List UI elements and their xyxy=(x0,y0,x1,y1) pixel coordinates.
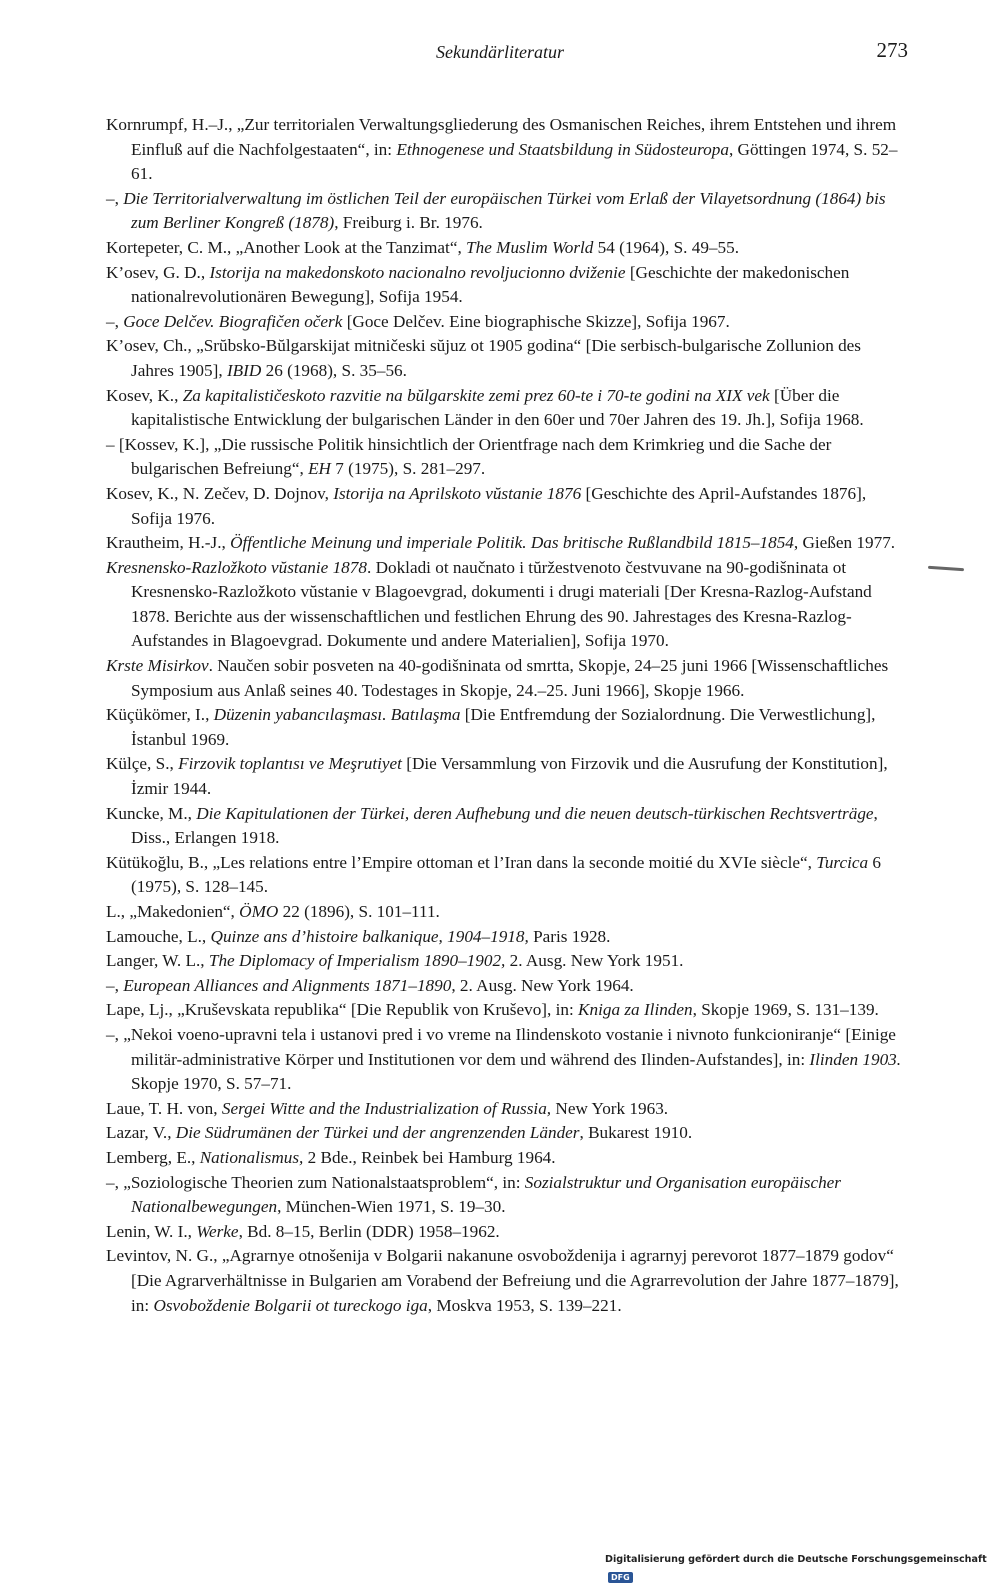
running-title: Sekundärliteratur xyxy=(436,42,564,62)
bibliography-entry: Kornrumpf, H.–J., „Zur territorialen Verwaltungsgliederung des Osmanischen Reiches, ihrem Entstehen und ihrem Einfluß auf die Nachfolgestaaten“, in: Ethnogenese und Staatsbildung in Südosteuropa, Göttingen 1974, S. 52–61. xyxy=(106,115,898,184)
bibliography-entry: Lape, Lj., „Kruševskata republika“ [Die Republik von Kruševo], in: Kniga za Ilinden, Skopje 1969, S. 131–139. xyxy=(106,1000,879,1020)
bibliography-entry: Langer, W. L., The Diplomacy of Imperialism 1890–1902, 2. Ausg. New York 1951. xyxy=(106,951,684,971)
bibliography xyxy=(106,113,906,1318)
bibliography-entry: Levintov, N. G., „Agrarnye otnošenija v Bolgarii nakanune osvoboždenija i agrarnyj perevorot 1877–1879 godov“ [Die Agrarverhältnisse in Bulgarien am Vorabend der Befreiung und die Agrarrevolution der Jahre 1877–1879], in: Osvoboždenie Bolgarii ot tureckogo iga, Moskva 1953, S. 139–221. xyxy=(106,1246,899,1315)
bibliography-entry: K’osev, G. D., Istorija na makedonskoto nacionalno revoljucionno dviženie [Geschichte der makedonischen nationalrevolutionären Bewegung], Sofija 1954. xyxy=(106,262,850,307)
bibliography-entry: – [Kossev, K.], „Die russische Politik hinsichtlich der Orientfrage nach dem Krimkrieg und die Sache der bulgarischen Befreiung“, EH 7 (1975), S. 281–297. xyxy=(106,434,832,479)
bibliography-entry: Krste Misirkov. Naučen sobir posveten na 40-godišninata od smrtta, Skopje, 24–25 juni 1966 [Wissenschaftliches Symposium aus Anlaß seines 40. Todestages in Skopje, 24.–25. Juni 1966], Skopje 1966. xyxy=(106,656,889,700)
bibliography-entry: –, European Alliances and Alignments 1871–1890, 2. Ausg. New York 1964. xyxy=(106,975,634,995)
page-header xyxy=(0,38,1000,68)
bibliography-entry: Kosev, K., Za kapitalističeskoto razvitie na bŭlgarskite zemi prez 60-te i 70-te godini na XIX vek [Über die kapitalistische Entwicklung der bulgarischen Länder in den 60er und 70er Jahren des 19. Jh.], Sofija 1968. xyxy=(106,385,864,430)
bibliography-entry: –, „Soziologische Theorien zum Nationalstaatsproblem“, in: Sozialstruktur und Organisation europäischer Nationalbewegungen, München-Wien 1971, S. 19–30. xyxy=(106,1172,841,1217)
bibliography-entry: –, Goce Delčev. Biografičen očerk [Goce Delčev. Eine biographische Skizze], Sofija 1967. xyxy=(106,311,730,331)
bibliography-entry: Kosev, K., N. Zečev, D. Dojnov, Istorija na Aprilskoto vŭstanie 1876 [Geschichte des April-Aufstandes 1876], Sofija 1976. xyxy=(106,483,867,528)
bibliography-entry: Külçe, S., Firzovik toplantısı ve Meşrutiyet [Die Versammlung von Firzovik und die Ausrufung der Konstitution], İzmir 1944. xyxy=(106,754,888,799)
bibliography-entry: Lazar, V., Die Südrumänen der Türkei und der angrenzenden Länder, Bukarest 1910. xyxy=(106,1123,693,1143)
bibliography-entry: Kütükoğlu, B., „Les relations entre l’Empire ottoman et l’Iran dans la seconde moitié du XVIe siècle“, Turcica 6 (1975), S. 128–145. xyxy=(106,852,881,897)
margin-pencil-mark xyxy=(928,566,964,572)
bibliography-entry: Krautheim, H.-J., Öffentliche Meinung und imperiale Politik. Das britische Rußlandbild 1815–1854, Gießen 1977. xyxy=(106,533,896,553)
bibliography-entry: Lamouche, L., Quinze ans d’histoire balkanique, 1904–1918, Paris 1928. xyxy=(106,926,611,946)
bibliography-entry: K’osev, Ch., „Srŭbsko-Bŭlgarskijat mitničeski sŭjuz ot 1905 godina“ [Die serbisch-bulgarische Zollunion des Jahres 1905], IBID 26 (1968), S. 35–56. xyxy=(106,336,861,380)
bibliography-entry: –, Die Territorialverwaltung im östlichen Teil der europäischen Türkei vom Erlaß der Vilayetsordnung (1864) bis zum Berliner Kongreß (1878), Freiburg i. Br. 1976. xyxy=(106,188,886,233)
bibliography-entry: Lemberg, E., Nationalismus, 2 Bde., Reinbek bei Hamburg 1964. xyxy=(106,1147,556,1167)
bibliography-entry: Lenin, W. I., Werke, Bd. 8–15, Berlin (DDR) 1958–1962. xyxy=(106,1221,500,1241)
page-number: 273 xyxy=(876,38,908,62)
bibliography-entry: Laue, T. H. von, Sergei Witte and the Industrialization of Russia, New York 1963. xyxy=(106,1098,669,1118)
bibliography-entry: Kresnensko-Razložkoto vŭstanie 1878. Dokladi ot naučnato i tŭržestvenoto čestvuvane na 90-godišninata ot Kresnensko-Razložkoto vŭstanie v Blagoevgrad, dokumenti i drugi materiali [Der Kresna-Razlog-Aufstand 1878. Berichte aus der wissenschaftlichen und festlichen Ehrung des 90. Jahrestages des Kresna-Razlog-Aufstandes in Blagoevgrad. Dokumente und andere Materialien], Sofija 1970. xyxy=(106,557,872,651)
dfg-logo: DFG xyxy=(608,1572,633,1583)
bibliography-entry: L., „Makedonien“, ÖMO 22 (1896), S. 101–111. xyxy=(106,902,440,921)
bibliography-entry: Küçükömer, I., Düzenin yabancılaşması. Batılaşma [Die Entfremdung der Sozialordnung. Die Verwestlichung], İstanbul 1969. xyxy=(106,705,876,749)
bibliography-entry: Kuncke, M., Die Kapitulationen der Türkei, deren Aufhebung und die neuen deutsch-türkischen Rechtsverträge, Diss., Erlangen 1918. xyxy=(106,803,878,848)
digitization-footer xyxy=(605,1550,1000,1582)
funding-notice: Digitalisierung gefördert durch die Deutsche Forschungsgemeinschaft xyxy=(605,1553,987,1565)
bibliography-entry: –, „Nekoi voeno-upravni tela i ustanovi pred i vo vreme na Ilindenskoto vostanie i nivnoto funkcioniranje“ [Einige militär-administrative Körper und Institutionen vor dem und während des Ilinden-Aufstandes], in: Ilinden 1903. Skopje 1970, S. 57–71. xyxy=(106,1024,902,1094)
bibliography-entry: Kortepeter, C. M., „Another Look at the Tanzimat“, The Muslim World 54 (1964), S. 49–55. xyxy=(106,237,739,257)
